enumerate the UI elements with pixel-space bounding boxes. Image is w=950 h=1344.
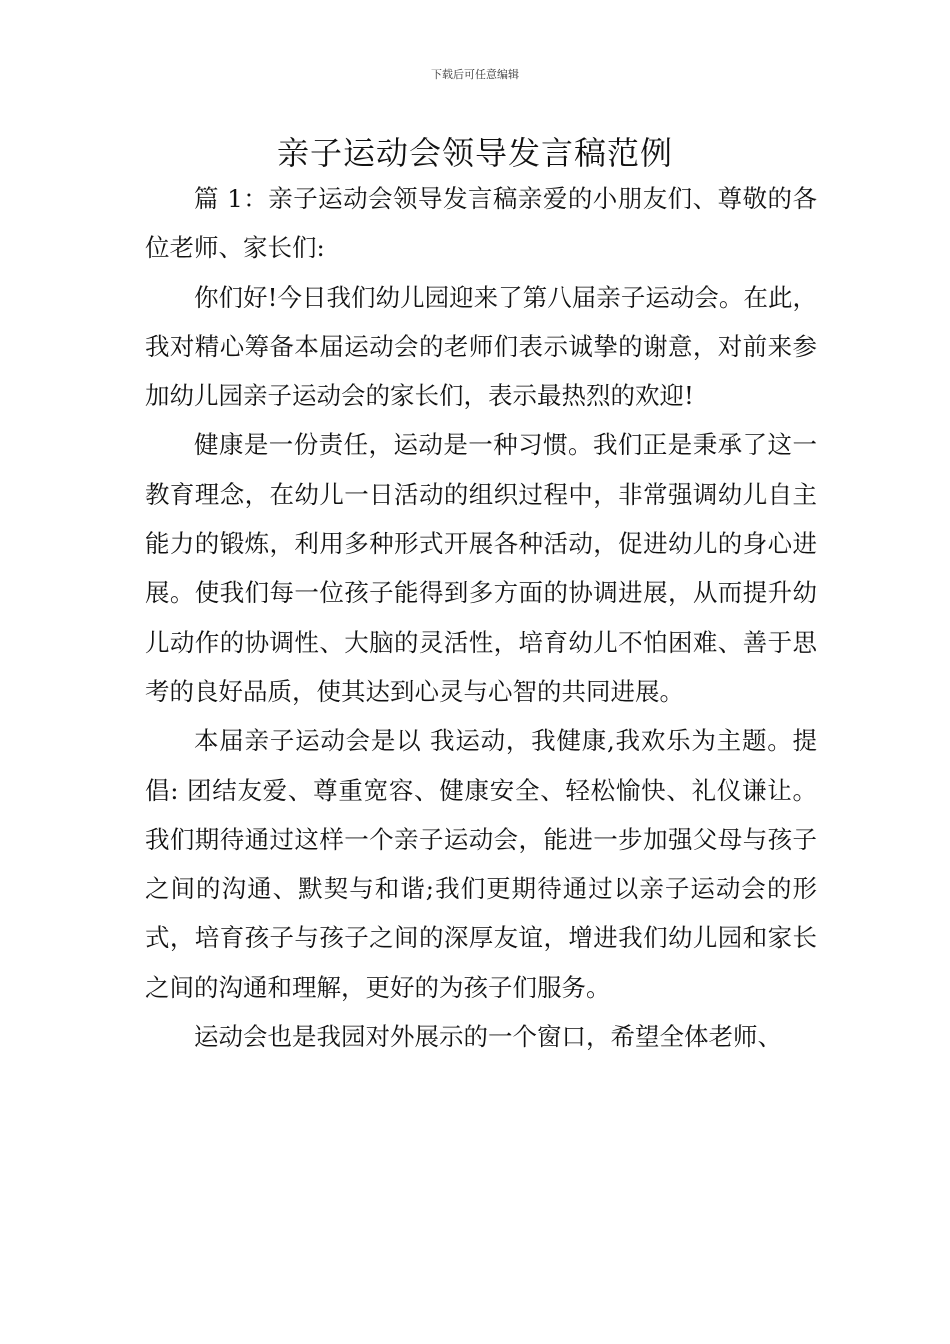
paragraph-greeting: 篇 1：亲子运动会领导发言稿亲爱的小朋友们、尊敬的各位老师、家长们: <box>145 184 817 263</box>
document-title: 亲子运动会领导发言稿范例 <box>276 134 673 172</box>
paragraph-welcome: 你们好!今日我们幼儿园迎来了第八届亲子运动会。在此，我对精心筹备本届运动会的老师们表示诚挚的谢意，对前来参加幼儿园亲子运动会的家长们，表示最热烈的欢迎! <box>145 282 817 411</box>
paragraph-theme: 本届亲子运动会是以 我运动，我健康,我欢乐为主题。提倡: 团结友爱、尊重宽容、健康安全、轻松愉快、礼仪谦让。我们期待通过这样一个亲子运动会，能进一步加强父母与孩子之间的沟通、默契与和谐;我们更期待通过以亲子运动会的形式，培育孩子与孩子之间的深厚友谊，增进我们幼儿园和家长之间的沟通和理解，更好的为孩子们服务。 <box>145 726 817 1002</box>
header-note: 下载后可任意编辑 <box>431 68 519 81</box>
paragraph-window: 运动会也是我园对外展示的一个窗口，希望全体老师、 <box>194 1022 782 1052</box>
paragraph-health: 健康是一份责任，运动是一种习惯。我们正是秉承了这一教育理念，在幼儿一日活动的组织过程中，非常强调幼儿自主能力的锻炼，利用多种形式开展各种活动，促进幼儿的身心进展。使我们每一位孩子能得到多方面的协调进展，从而提升幼儿动作的协调性、大脑的灵活性，培育幼儿不怕困难、善于思考的良好品质，使其达到心灵与心智的共同进展。 <box>145 430 817 706</box>
document-body <box>145 174 817 1061</box>
